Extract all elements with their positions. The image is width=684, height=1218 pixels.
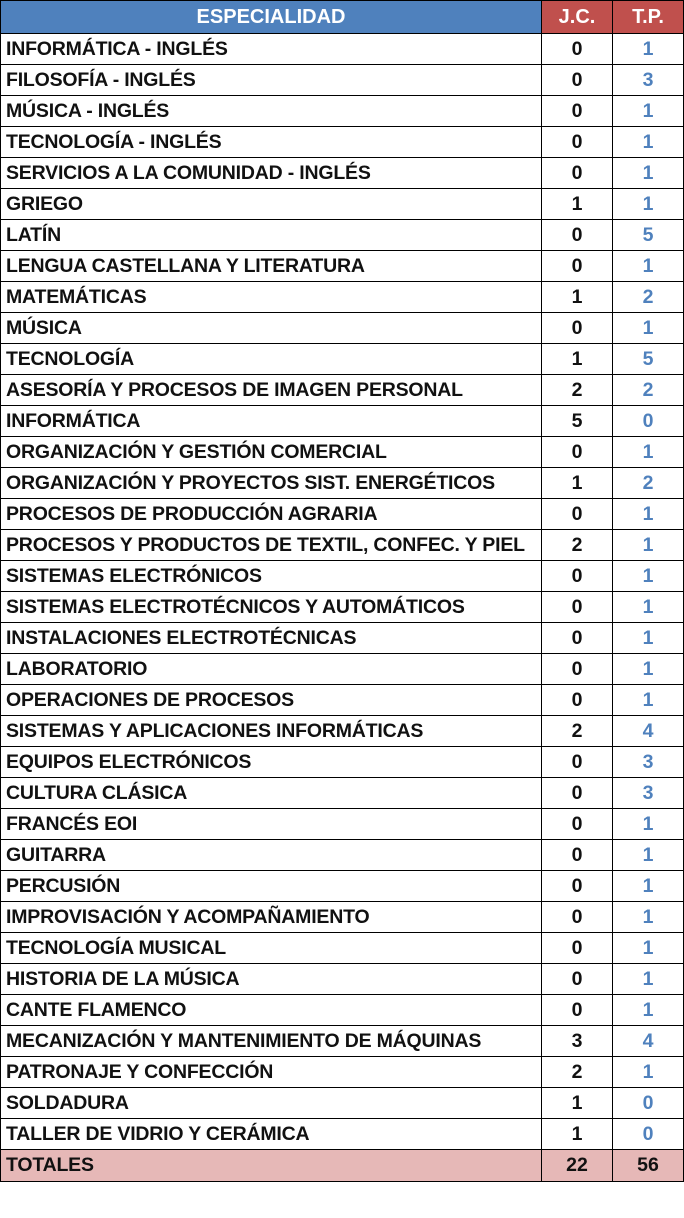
cell-jc: 1 xyxy=(542,282,613,313)
cell-especialidad: PROCESOS DE PRODUCCIÓN AGRARIA xyxy=(1,499,542,530)
table-row xyxy=(1,34,684,65)
cell-especialidad: FRANCÉS EOI xyxy=(1,809,542,840)
cell-especialidad: LENGUA CASTELLANA Y LITERATURA xyxy=(1,251,542,282)
cell-jc: 0 xyxy=(542,437,613,468)
cell-tp: 2 xyxy=(613,282,684,313)
cell-especialidad: PROCESOS Y PRODUCTOS DE TEXTIL, CONFEC. Y PIEL xyxy=(1,530,542,561)
table-row xyxy=(1,158,684,189)
cell-jc: 0 xyxy=(542,158,613,189)
cell-tp: 0 xyxy=(613,1088,684,1119)
cell-jc: 1 xyxy=(542,1119,613,1150)
cell-jc: 2 xyxy=(542,1057,613,1088)
cell-jc: 0 xyxy=(542,685,613,716)
cell-jc: 0 xyxy=(542,809,613,840)
cell-tp: 3 xyxy=(613,65,684,96)
cell-especialidad: ASESORÍA Y PROCESOS DE IMAGEN PERSONAL xyxy=(1,375,542,406)
table-row xyxy=(1,375,684,406)
table-row xyxy=(1,840,684,871)
cell-jc: 0 xyxy=(542,561,613,592)
cell-especialidad: SISTEMAS ELECTRÓNICOS xyxy=(1,561,542,592)
totals-jc: 22 xyxy=(542,1150,613,1182)
cell-tp: 1 xyxy=(613,592,684,623)
cell-especialidad: SISTEMAS Y APLICACIONES INFORMÁTICAS xyxy=(1,716,542,747)
cell-tp: 1 xyxy=(613,251,684,282)
cell-especialidad: GUITARRA xyxy=(1,840,542,871)
cell-especialidad: SISTEMAS ELECTROTÉCNICOS Y AUTOMÁTICOS xyxy=(1,592,542,623)
cell-tp: 1 xyxy=(613,964,684,995)
table-row xyxy=(1,189,684,220)
table-row xyxy=(1,220,684,251)
table-row xyxy=(1,561,684,592)
cell-jc: 0 xyxy=(542,592,613,623)
cell-tp: 1 xyxy=(613,654,684,685)
cell-jc: 0 xyxy=(542,623,613,654)
cell-especialidad: FILOSOFÍA - INGLÉS xyxy=(1,65,542,96)
cell-tp: 0 xyxy=(613,1119,684,1150)
cell-tp: 1 xyxy=(613,1057,684,1088)
cell-jc: 0 xyxy=(542,499,613,530)
table-row xyxy=(1,1026,684,1057)
table-body xyxy=(1,34,684,1150)
cell-jc: 0 xyxy=(542,747,613,778)
cell-jc: 0 xyxy=(542,840,613,871)
cell-tp: 1 xyxy=(613,34,684,65)
cell-jc: 0 xyxy=(542,34,613,65)
table-row xyxy=(1,1088,684,1119)
cell-jc: 5 xyxy=(542,406,613,437)
header-jc: J.C. xyxy=(542,1,613,34)
cell-tp: 1 xyxy=(613,871,684,902)
cell-especialidad: INFORMÁTICA - INGLÉS xyxy=(1,34,542,65)
cell-especialidad: GRIEGO xyxy=(1,189,542,220)
table-row xyxy=(1,778,684,809)
totals-row xyxy=(1,1150,684,1182)
cell-jc: 0 xyxy=(542,778,613,809)
table-row xyxy=(1,437,684,468)
cell-especialidad: CULTURA CLÁSICA xyxy=(1,778,542,809)
cell-tp: 1 xyxy=(613,313,684,344)
cell-especialidad: TALLER DE VIDRIO Y CERÁMICA xyxy=(1,1119,542,1150)
cell-especialidad: INSTALACIONES ELECTROTÉCNICAS xyxy=(1,623,542,654)
cell-tp: 3 xyxy=(613,778,684,809)
cell-tp: 1 xyxy=(613,902,684,933)
totals-label: TOTALES xyxy=(1,1150,542,1182)
cell-especialidad: PATRONAJE Y CONFECCIÓN xyxy=(1,1057,542,1088)
table-row xyxy=(1,344,684,375)
cell-jc: 1 xyxy=(542,1088,613,1119)
cell-jc: 2 xyxy=(542,716,613,747)
cell-jc: 1 xyxy=(542,344,613,375)
table-row xyxy=(1,685,684,716)
cell-tp: 1 xyxy=(613,623,684,654)
cell-jc: 2 xyxy=(542,375,613,406)
cell-especialidad: ORGANIZACIÓN Y GESTIÓN COMERCIAL xyxy=(1,437,542,468)
cell-jc: 0 xyxy=(542,313,613,344)
table-row xyxy=(1,592,684,623)
table-row xyxy=(1,716,684,747)
cell-tp: 1 xyxy=(613,96,684,127)
cell-jc: 0 xyxy=(542,902,613,933)
table-row xyxy=(1,499,684,530)
cell-tp: 4 xyxy=(613,1026,684,1057)
header-row xyxy=(1,1,684,34)
cell-jc: 0 xyxy=(542,251,613,282)
table-row xyxy=(1,65,684,96)
cell-especialidad: MÚSICA - INGLÉS xyxy=(1,96,542,127)
cell-especialidad: HISTORIA DE LA MÚSICA xyxy=(1,964,542,995)
table-row xyxy=(1,654,684,685)
cell-especialidad: MECANIZACIÓN Y MANTENIMIENTO DE MÁQUINAS xyxy=(1,1026,542,1057)
table-row xyxy=(1,933,684,964)
cell-especialidad: IMPROVISACIÓN Y ACOMPAÑAMIENTO xyxy=(1,902,542,933)
table-row xyxy=(1,530,684,561)
cell-jc: 0 xyxy=(542,964,613,995)
totals-tp: 56 xyxy=(613,1150,684,1182)
table-row xyxy=(1,809,684,840)
cell-especialidad: SERVICIOS A LA COMUNIDAD - INGLÉS xyxy=(1,158,542,189)
cell-tp: 1 xyxy=(613,158,684,189)
cell-jc: 0 xyxy=(542,995,613,1026)
cell-especialidad: LATÍN xyxy=(1,220,542,251)
cell-especialidad: EQUIPOS ELECTRÓNICOS xyxy=(1,747,542,778)
cell-jc: 0 xyxy=(542,871,613,902)
cell-tp: 3 xyxy=(613,747,684,778)
cell-jc: 0 xyxy=(542,933,613,964)
cell-tp: 5 xyxy=(613,344,684,375)
table-row xyxy=(1,251,684,282)
cell-jc: 3 xyxy=(542,1026,613,1057)
cell-jc: 1 xyxy=(542,468,613,499)
cell-especialidad: TECNOLOGÍA xyxy=(1,344,542,375)
cell-especialidad: INFORMÁTICA xyxy=(1,406,542,437)
cell-especialidad: LABORATORIO xyxy=(1,654,542,685)
cell-tp: 5 xyxy=(613,220,684,251)
table-row xyxy=(1,282,684,313)
table-row xyxy=(1,1119,684,1150)
table-row xyxy=(1,902,684,933)
cell-especialidad: SOLDADURA xyxy=(1,1088,542,1119)
cell-tp: 1 xyxy=(613,499,684,530)
cell-jc: 0 xyxy=(542,96,613,127)
table-row xyxy=(1,313,684,344)
cell-especialidad: TECNOLOGÍA MUSICAL xyxy=(1,933,542,964)
table-row xyxy=(1,127,684,158)
cell-tp: 1 xyxy=(613,561,684,592)
table-row xyxy=(1,964,684,995)
cell-jc: 1 xyxy=(542,189,613,220)
cell-jc: 0 xyxy=(542,654,613,685)
cell-especialidad: TECNOLOGÍA - INGLÉS xyxy=(1,127,542,158)
cell-especialidad: OPERACIONES DE PROCESOS xyxy=(1,685,542,716)
table-row xyxy=(1,871,684,902)
header-tp: T.P. xyxy=(613,1,684,34)
cell-tp: 1 xyxy=(613,127,684,158)
table-row xyxy=(1,406,684,437)
cell-especialidad: PERCUSIÓN xyxy=(1,871,542,902)
cell-tp: 0 xyxy=(613,406,684,437)
cell-tp: 1 xyxy=(613,189,684,220)
table-row xyxy=(1,468,684,499)
cell-tp: 1 xyxy=(613,437,684,468)
cell-tp: 1 xyxy=(613,530,684,561)
table-row xyxy=(1,1057,684,1088)
cell-jc: 0 xyxy=(542,127,613,158)
cell-tp: 1 xyxy=(613,995,684,1026)
cell-especialidad: MÚSICA xyxy=(1,313,542,344)
cell-tp: 2 xyxy=(613,375,684,406)
table-row xyxy=(1,747,684,778)
cell-tp: 1 xyxy=(613,809,684,840)
cell-tp: 2 xyxy=(613,468,684,499)
cell-tp: 1 xyxy=(613,840,684,871)
table-row xyxy=(1,96,684,127)
header-especialidad: ESPECIALIDAD xyxy=(1,1,542,34)
cell-tp: 1 xyxy=(613,685,684,716)
table-row xyxy=(1,995,684,1026)
cell-especialidad: ORGANIZACIÓN Y PROYECTOS SIST. ENERGÉTICOS xyxy=(1,468,542,499)
table-row xyxy=(1,623,684,654)
cell-tp: 1 xyxy=(613,933,684,964)
cell-especialidad: CANTE FLAMENCO xyxy=(1,995,542,1026)
cell-jc: 0 xyxy=(542,65,613,96)
cell-tp: 4 xyxy=(613,716,684,747)
cell-especialidad: MATEMÁTICAS xyxy=(1,282,542,313)
cell-jc: 0 xyxy=(542,220,613,251)
cell-jc: 2 xyxy=(542,530,613,561)
